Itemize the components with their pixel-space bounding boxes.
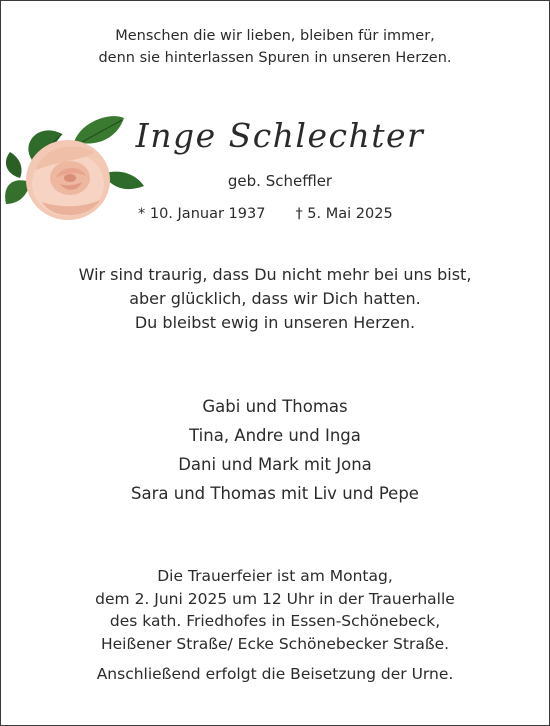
birth-name: geb. Scheffler: [227, 172, 333, 190]
motto: [0, 25, 550, 69]
service-line-2: dem 2. Juni 2025 um 12 Uhr in der Trauerhalle: [95, 589, 455, 608]
service-line-1: Die Trauerfeier ist am Montag,: [157, 567, 393, 585]
motto-line-2: denn sie hinterlassen Spuren in unseren Herzen.: [98, 50, 452, 66]
verse-line-1: Wir sind traurig, dass Du nicht mehr bei uns bist,: [78, 265, 472, 284]
family-line: Sara und Thomas mit Liv und Pepe: [131, 484, 419, 503]
service-info: [0, 565, 550, 686]
family-list: [0, 392, 550, 508]
deceased-name: Inge Schlechter: [135, 116, 425, 155]
verse-line-2: aber glücklich, dass wir Dich hatten.: [129, 289, 421, 308]
service-line-4: Heißener Straße/ Ecke Schönebecker Straße.: [100, 634, 450, 653]
rose-image: [2, 112, 150, 230]
motto-line-1: Menschen die wir lieben, bleiben für immer,: [115, 28, 435, 44]
family-line: Gabi und Thomas: [202, 397, 348, 416]
service-line-5: Anschließend erfolgt die Beisetzung der Urne.: [96, 665, 454, 683]
family-line: Tina, Andre und Inga: [189, 426, 361, 445]
verse: [0, 263, 550, 335]
life-dates: [138, 206, 393, 222]
verse-line-3: Du bleibst ewig in unseren Herzen.: [134, 313, 416, 332]
service-line-3: des kath. Friedhofes in Essen-Schönebeck,: [109, 612, 441, 630]
family-line: Dani und Mark mit Jona: [178, 455, 372, 474]
birth-date: * 10. Januar 1937: [138, 206, 266, 222]
death-date: † 5. Mai 2025: [295, 206, 393, 222]
